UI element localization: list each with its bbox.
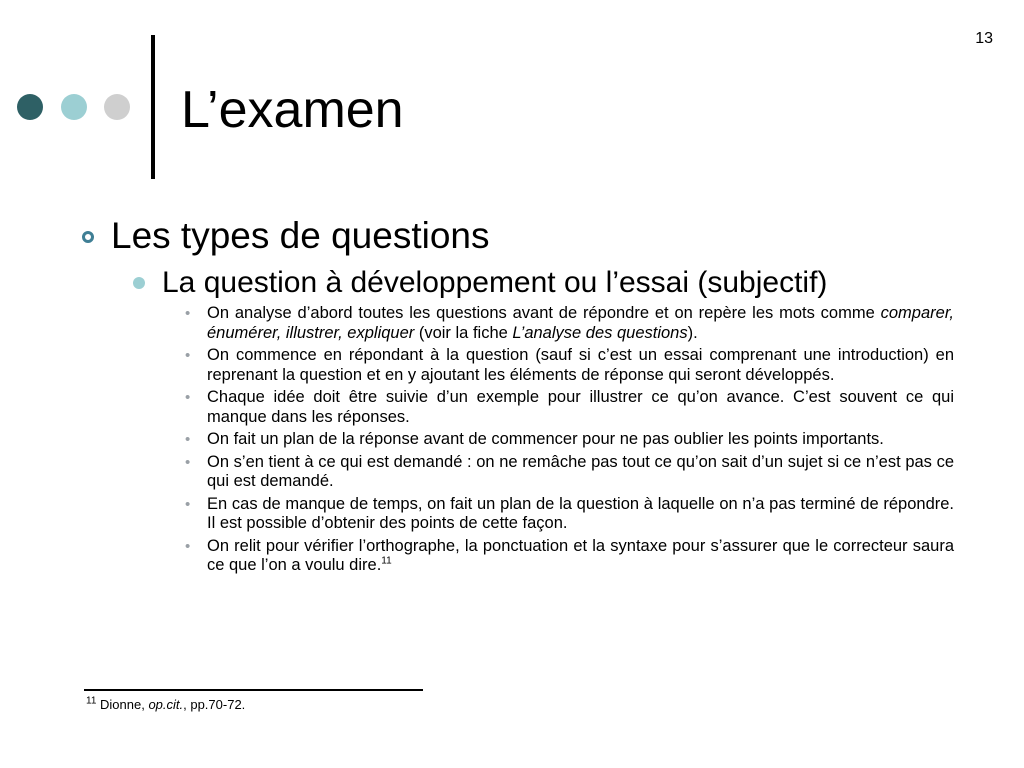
bullet-icon: • [185,347,191,364]
bullet-icon: • [185,431,191,448]
footnote-emphasis: op.cit. [148,697,184,712]
list-item [183,346,954,385]
bullet-text: On fait un plan de la réponse avant de commencer pour ne pas oublier les points importants. [207,430,884,448]
decor-dot-teal [61,94,87,120]
level2-text: La question à développement ou l’essai (subjectif) [162,266,828,299]
bullet-text: ). [687,323,698,342]
footnote-divider [84,689,423,691]
page-number: 13 [975,30,993,47]
bullet-icon: • [185,537,191,555]
bullet-text: On s’en tient à ce qui est demandé : on ne remâche pas tout ce qu’on sait d’un sujet si ce n’est pas ce qui est demandé. [207,452,954,490]
footnote-number: 11 [86,695,97,707]
slide-title: L’examen [181,81,404,139]
decor-dot-dark [17,94,43,120]
bullet-emphasis: L’analyse des questions [512,323,688,342]
bullet-text: On commence en répondant à la question (sauf si c’est un essai comprenant une introduction) en reprenant la question et en y ajoutant les éléments de réponse qui seront développés. [207,346,954,384]
ring-bullet-icon [82,231,94,243]
bullet-text: (voir la fiche [414,323,513,342]
footnote-text: Dionne, [96,697,149,712]
disc-bullet-icon [133,277,145,289]
level2-item [133,264,827,302]
bullet-icon: • [185,453,191,471]
footnote [86,697,245,712]
level1-item [82,214,489,258]
list-item [183,453,954,492]
list-item [183,388,954,427]
bullet-list [183,304,954,579]
level1-text: Les types de questions [111,215,490,256]
footnote-reference: 11 [381,555,392,567]
decor-dot-grey [104,94,130,120]
bullet-icon: • [185,389,191,406]
list-item [183,495,954,534]
bullet-text: Chaque idée doit être suivie d’un exemple pour illustrer ce qu’on avance. C’est souvent ce qui manque dans les réponses. [207,388,954,426]
title-divider [151,35,155,179]
bullet-text: On relit pour vérifier l’orthographe, la ponctuation et la syntaxe pour s’assurer que le correcteur saura ce que l’on a voulu dire. [207,536,954,574]
bullet-text: On analyse d’abord toutes les questions avant de répondre et on repère les mots comme [207,304,881,322]
bullet-text: En cas de manque de temps, on fait un plan de la question à laquelle on n’a pas terminé de répondre. Il est possible d’obtenir des points de cette façon. [207,494,954,532]
bullet-emphasis: comparer, énumérer, illustrer, expliquer [207,304,954,342]
list-item [183,537,954,576]
bullet-icon: • [185,495,191,513]
list-item [183,430,954,450]
footnote-text: , pp.70-72. [183,697,246,712]
list-item [183,304,954,343]
bullet-icon: • [185,305,191,322]
